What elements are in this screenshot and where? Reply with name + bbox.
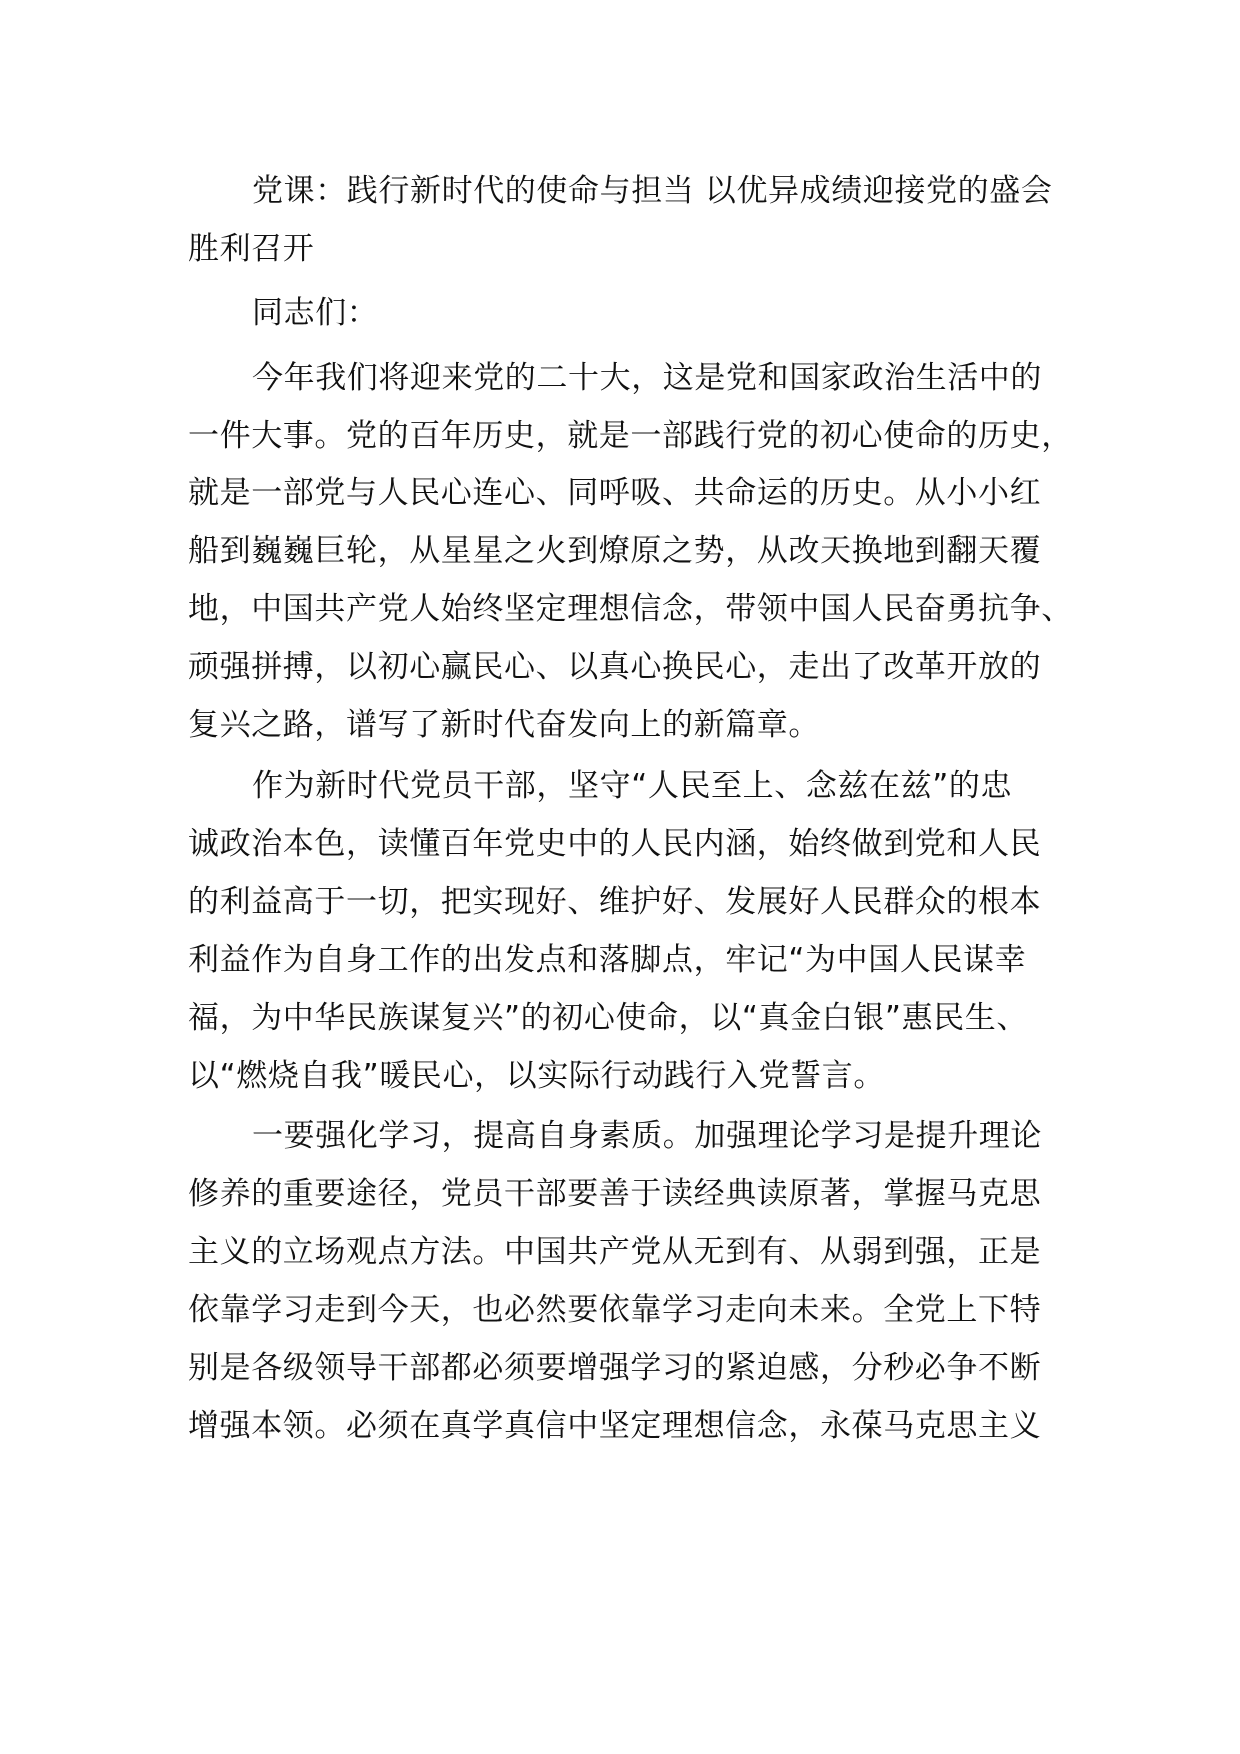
paragraph-3-line-6: 增强本领。必须在真学真信中坚定理想信念，永葆马克思主义 — [188, 1408, 1042, 1444]
title-line-1: 党课：践行新时代的使命与担当 以优异成绩迎接党的盛会 — [252, 173, 1053, 209]
paragraph-1-line-4: 船到巍巍巨轮，从星星之火到燎原之势，从改天换地到翻天覆 — [188, 533, 1042, 569]
paragraph-3-line-1: 一要强化学习，提高自身素质。加强理论学习是提升理论 — [252, 1118, 1042, 1154]
paragraph-3-line-5: 别是各级领导干部都必须要增强学习的紧迫感，分秒必争不断 — [188, 1350, 1042, 1386]
paragraph-1-line-3: 就是一部党与人民心连心、同呼吸、共命运的历史。从小小红 — [188, 475, 1042, 511]
paragraph-1-line-1: 今年我们将迎来党的二十大，这是党和国家政治生活中的 — [252, 360, 1042, 396]
paragraph-2-line-5: 福，为中华民族谋复兴”的初心使命，以“真金白银”惠民生、 — [188, 1000, 1028, 1036]
paragraph-1-line-6: 顽强拼搏，以初心赢民心、以真心换民心，走出了改革开放的 — [188, 649, 1042, 685]
salutation: 同志们： — [252, 295, 379, 331]
paragraph-1-line-7: 复兴之路，谱写了新时代奋发向上的新篇章。 — [188, 707, 820, 743]
paragraph-2-line-6: 以“燃烧自我”暖民心，以实际行动践行入党誓言。 — [188, 1058, 885, 1094]
paragraph-3-line-3: 主义的立场观点方法。中国共产党从无到有、从弱到强，正是 — [188, 1234, 1042, 1270]
paragraph-1-line-5: 地，中国共产党人始终坚定理想信念，带领中国人民奋勇抗争、 — [188, 591, 1073, 627]
paragraph-2-line-2: 诚政治本色，读懂百年党史中的人民内涵，始终做到党和人民 — [188, 826, 1042, 862]
paragraph-1-line-2: 一件大事。党的百年历史，就是一部践行党的初心使命的历史， — [188, 418, 1073, 454]
paragraph-3-line-2: 修养的重要途径，党员干部要善于读经典读原著，掌握马克思 — [188, 1176, 1042, 1212]
paragraph-2-line-3: 的利益高于一切，把实现好、维护好、发展好人民群众的根本 — [188, 884, 1042, 920]
paragraph-2-line-4: 利益作为自身工作的出发点和落脚点，牢记“为中国人民谋幸 — [188, 942, 1027, 978]
paragraph-3-line-4: 依靠学习走到今天，也必然要依靠学习走向未来。全党上下特 — [188, 1292, 1042, 1328]
title-line-2: 胜利召开 — [188, 231, 315, 267]
paragraph-2-line-1: 作为新时代党员干部，坚守“人民至上、念兹在兹”的忠 — [252, 768, 1013, 804]
